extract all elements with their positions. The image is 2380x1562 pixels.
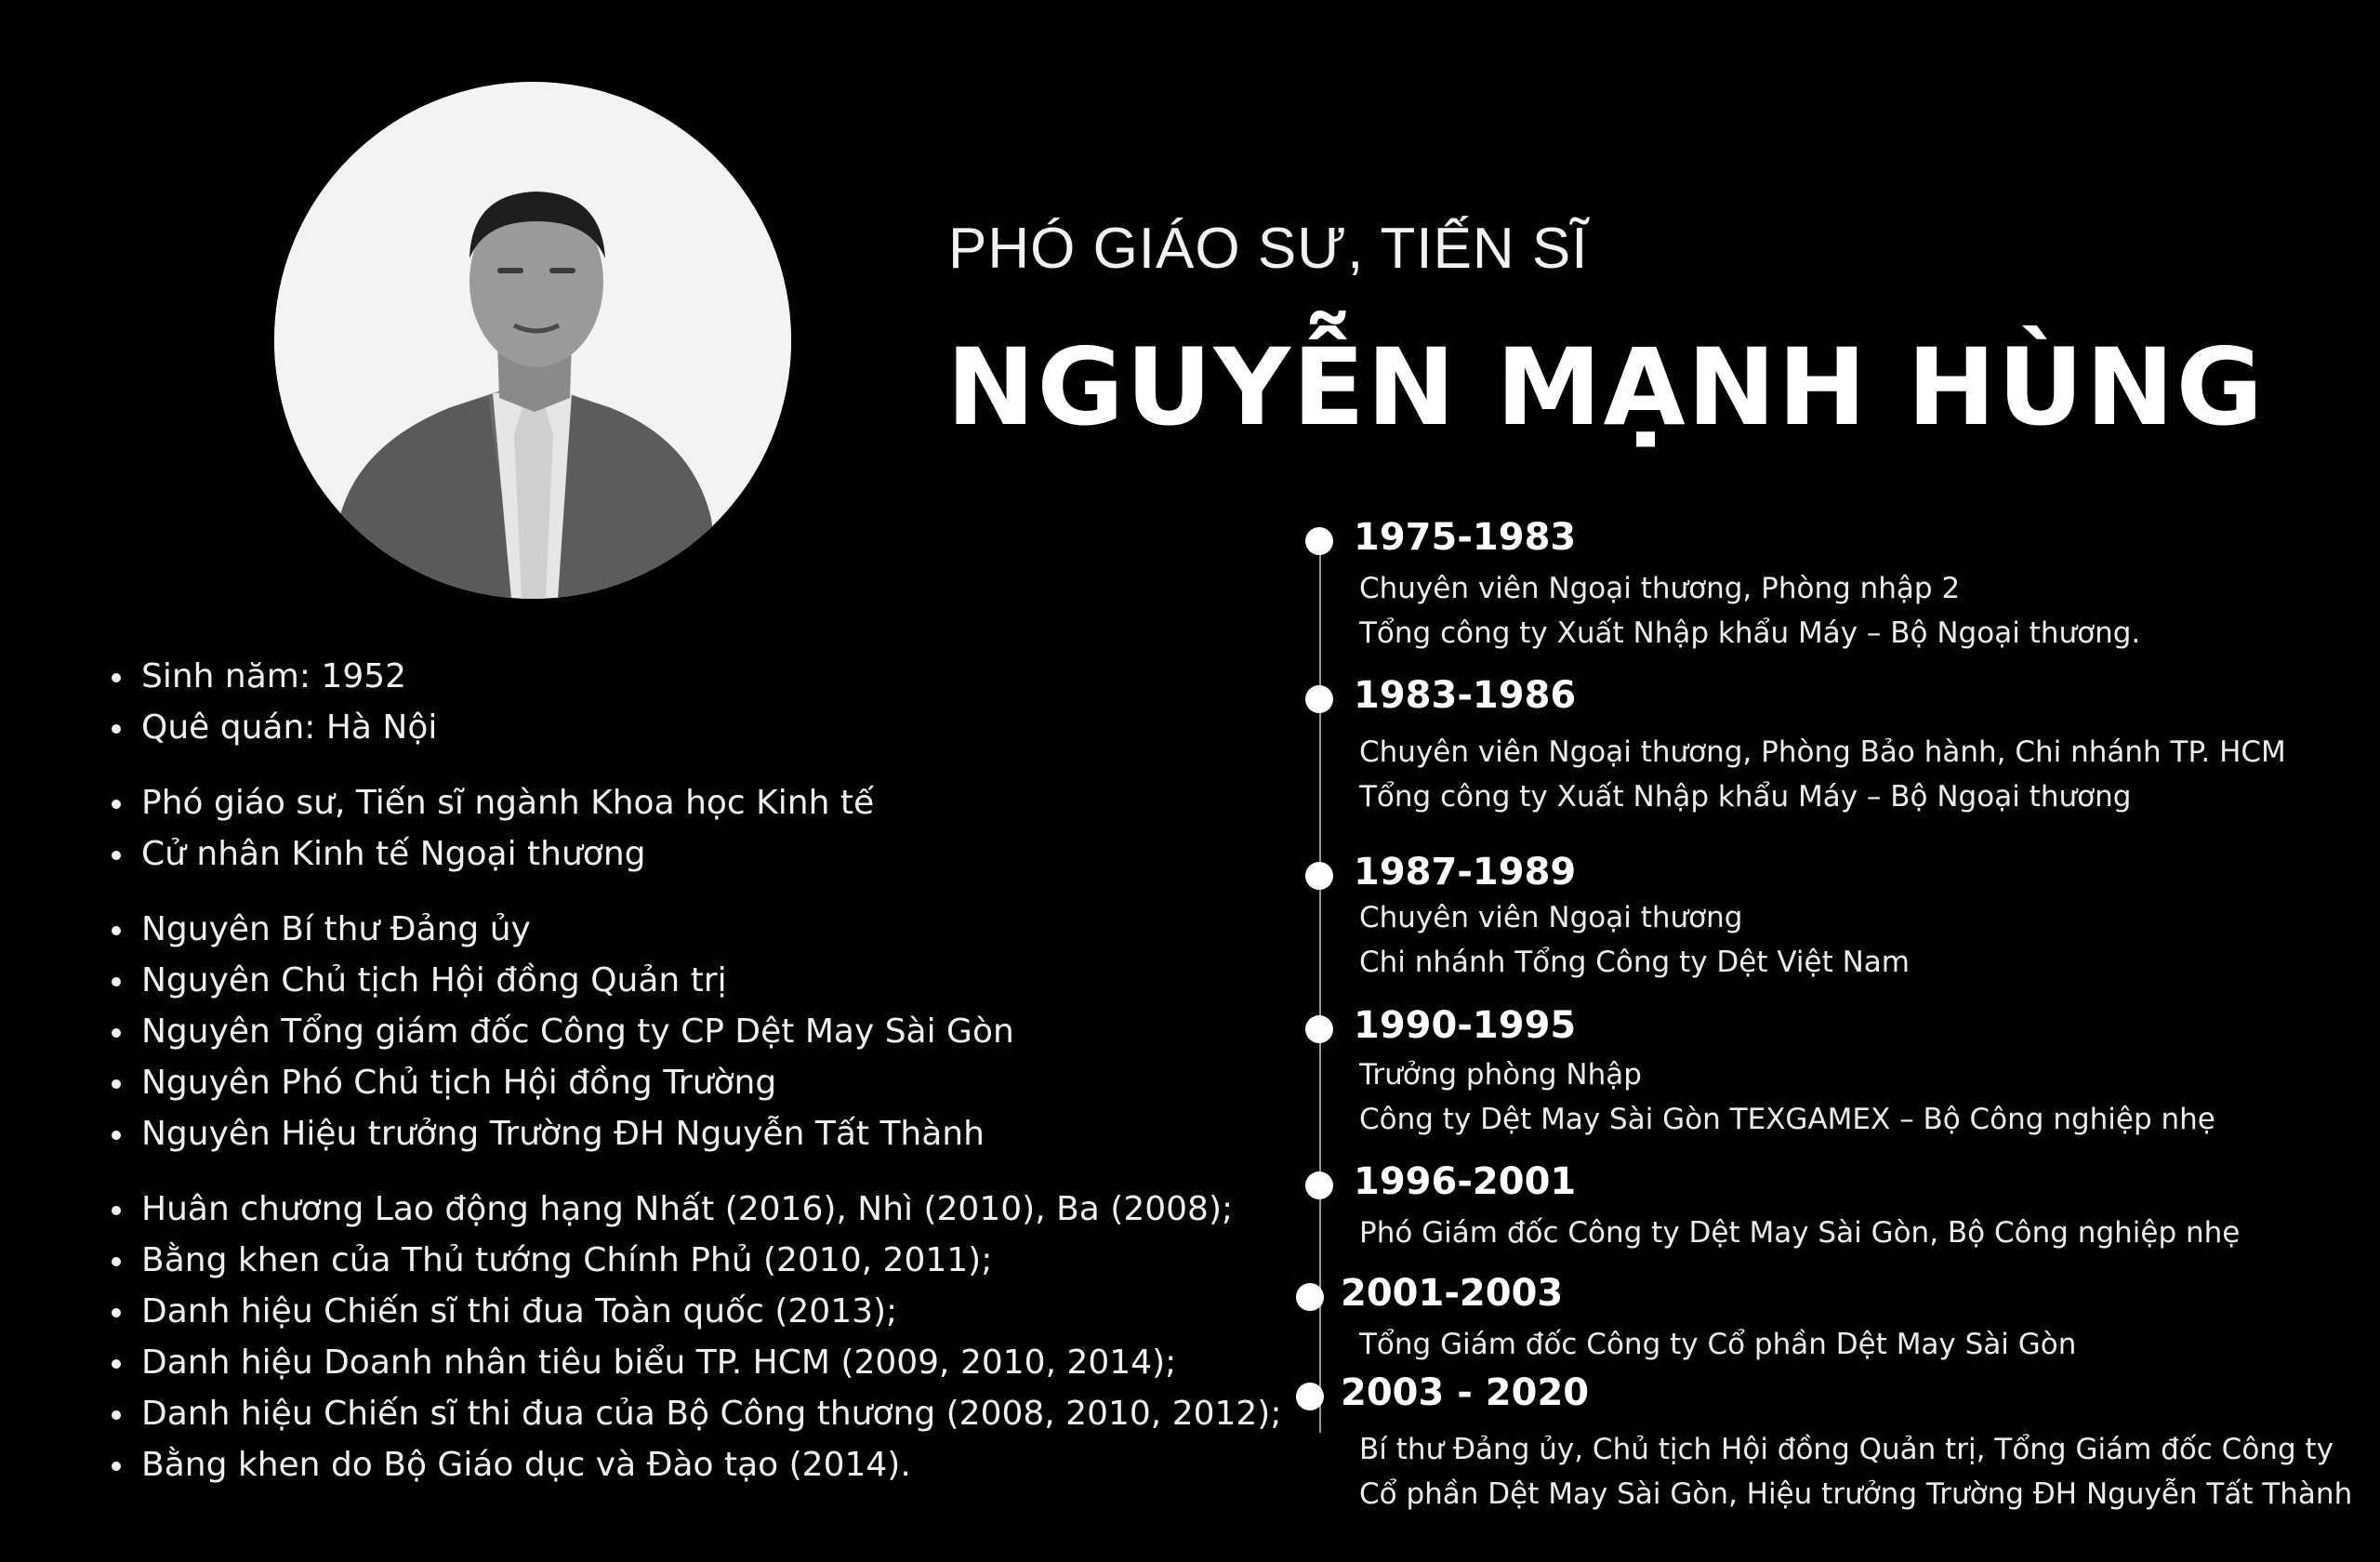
timeline-line-text: Chuyên viên Ngoại thương, Phòng nhập 2 [1359, 572, 1961, 605]
timeline-dot [1305, 685, 1333, 713]
fact-item: Bằng khen do Bộ Giáo dục và Đào tạo (2014). [112, 1439, 1264, 1490]
career-timeline [1302, 516, 2353, 1548]
timeline-description [1359, 566, 2140, 655]
fact-item: Nguyên Phó Chủ tịch Hội đồng Trường [112, 1057, 1264, 1108]
timeline-line-text: Tổng công ty Xuất Nhập khẩu Máy – Bộ Ngoại thương [1359, 780, 2132, 814]
timeline-line-text: Trưởng phòng Nhập [1359, 1058, 1642, 1092]
fact-item: Nguyên Hiệu trưởng Trường ĐH Nguyễn Tất Thành [112, 1108, 1264, 1159]
timeline-line-text: Cổ phần Dệt May Sài Gòn, Hiệu trưởng Trường ĐH Nguyễn Tất Thành [1359, 1477, 2353, 1511]
timeline-line-text: Chuyên viên Ngoại thương [1359, 901, 1743, 934]
timeline-line-text: Bí thư Đảng ủy, Chủ tịch Hội đồng Quản trị, Tổng Giám đốc Công ty [1359, 1433, 2334, 1466]
timeline-dot [1305, 1172, 1333, 1199]
facts-group-positions [112, 904, 1264, 1159]
timeline-dot [1296, 1383, 1324, 1410]
fact-item: Danh hiệu Chiến sĩ thi đua Toàn quốc (2013); [112, 1286, 1264, 1337]
fact-item: Huân chương Lao động hạng Nhất (2016), Nhì (2010), Ba (2008); [112, 1184, 1264, 1235]
facts-list [112, 651, 1282, 1515]
facts-group-awards [112, 1184, 1282, 1490]
timeline-line-text: Tổng Giám đốc Công ty Cổ phần Dệt May Sài Gòn [1359, 1328, 2077, 1361]
timeline-year: 1987-1989 [1354, 851, 1577, 894]
timeline-description [1359, 730, 2286, 819]
facts-group-personal [112, 651, 1264, 753]
timeline-dot [1305, 862, 1333, 890]
fact-item: Cử nhân Kinh tế Ngoại thương [112, 828, 1264, 880]
timeline-dot [1305, 1015, 1333, 1043]
timeline-description [1359, 1322, 2076, 1367]
timeline-year: 1975-1983 [1354, 516, 1577, 559]
timeline-line-text: Chi nhánh Tổng Công ty Dệt Việt Nam [1359, 946, 1910, 979]
timeline-line-text: Tổng công ty Xuất Nhập khẩu Máy – Bộ Ngoại thương. [1359, 616, 2141, 650]
portrait-photo [274, 82, 791, 599]
timeline-line-text: Phó Giám đốc Công ty Dệt May Sài Gòn, Bộ Công nghiệp nhẹ [1359, 1216, 2241, 1250]
timeline-dot [1296, 1283, 1324, 1311]
fact-item: Danh hiệu Doanh nhân tiêu biểu TP. HCM (2009, 2010, 2014); [112, 1337, 1264, 1388]
academic-title: PHÓ GIÁO SƯ, TIẾN SĨ [948, 217, 1589, 281]
timeline-dot [1305, 527, 1333, 555]
fact-item: Nguyên Chủ tịch Hội đồng Quản trị [112, 955, 1264, 1006]
fact-item: Phó giáo sư, Tiến sĩ ngành Khoa học Kinh tế [112, 777, 1264, 828]
fact-item: Quê quán: Hà Nội [112, 702, 1264, 753]
fact-item: Sinh năm: 1952 [112, 651, 1264, 702]
fact-item: Nguyên Bí thư Đảng ủy [112, 904, 1264, 955]
timeline-year: 1996-2001 [1354, 1160, 1577, 1203]
person-name: NGUYỄN MẠNH HÙNG [946, 325, 2266, 449]
timeline-description [1359, 1052, 2215, 1142]
fact-item: Bằng khen của Thủ tướng Chính Phủ (2010, 2011); [112, 1235, 1264, 1286]
timeline-year: 1990-1995 [1354, 1004, 1577, 1047]
timeline-year: 1983-1986 [1354, 674, 1577, 717]
timeline-line-text: Công ty Dệt May Sài Gòn TEXGAMEX – Bộ Công nghiệp nhẹ [1359, 1103, 2215, 1136]
fact-item: Nguyên Tổng giám đốc Công ty CP Dệt May Sài Gòn [112, 1006, 1264, 1057]
timeline-description [1359, 895, 1910, 985]
timeline-description [1359, 1427, 2352, 1516]
timeline-line-text: Chuyên viên Ngoại thương, Phòng Bảo hành, Chi nhánh TP. HCM [1359, 735, 2286, 769]
timeline-description [1359, 1211, 2240, 1255]
fact-item: Danh hiệu Chiến sĩ thi đua của Bộ Công thương (2008, 2010, 2012); [112, 1388, 1264, 1439]
timeline-year: 2001-2003 [1341, 1272, 1564, 1315]
portrait-illustration [274, 82, 791, 599]
facts-group-education [112, 777, 1264, 880]
timeline-year: 2003 - 2020 [1341, 1371, 1590, 1414]
